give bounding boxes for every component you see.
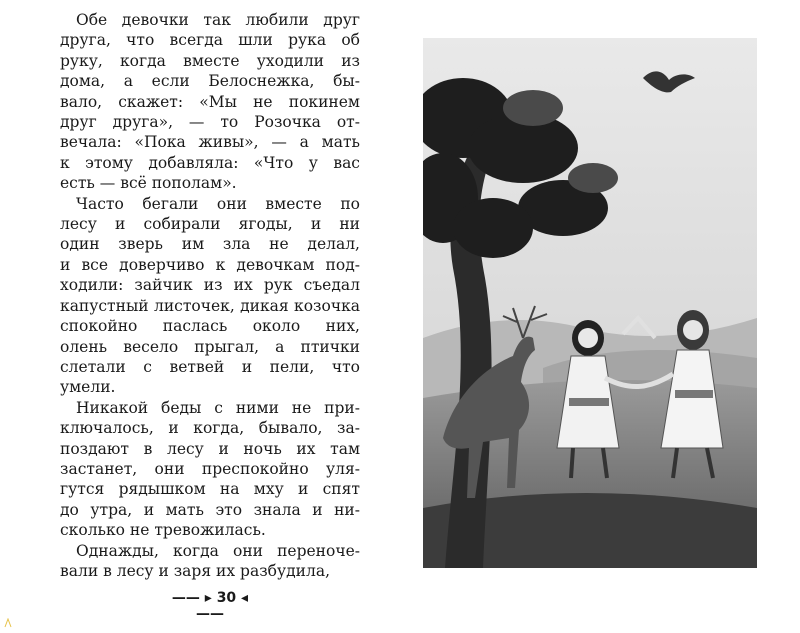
text-line: друг друга», — то Розочка от- (60, 113, 360, 132)
text-line: олень весело прыгал, а птички (60, 337, 360, 356)
text-line: вечала: «Пока живы», — а мать (60, 133, 360, 152)
page-number: —— ▸ 30 ◂ —— (171, 590, 249, 622)
text-line: поздают в лесу и ночь их там (60, 439, 360, 458)
text-line: Однажды, когда они переноче- (76, 541, 360, 560)
text-line: ключалось, и когда, бывало, за- (60, 419, 360, 438)
text-line: умели. (60, 378, 116, 397)
text-line: есть — всё пополам». (60, 174, 237, 193)
text-line: застанет, они преспокойно уля- (60, 459, 360, 478)
text-line: Обе девочки так любили друг (76, 11, 360, 29)
illustration-picture-icon (423, 38, 757, 568)
text-line: один зверь им зла не делал, (60, 235, 360, 254)
illustration (423, 38, 757, 568)
paragraph (60, 541, 360, 582)
paragraph (60, 398, 360, 541)
text-line: сколько не тревожилась. (60, 521, 266, 540)
text-line: капустный листочек, дикая козочка (60, 296, 360, 315)
text-line: спокойно паслась около них, (60, 317, 360, 336)
paragraph (60, 194, 360, 398)
text-line: и все доверчиво к девочкам под- (60, 255, 360, 274)
paragraph (60, 10, 360, 194)
text-line: Часто бегали они вместе по (76, 194, 360, 213)
text-line: до утра, и мать это знала и ни- (60, 500, 360, 519)
text-line: друга, что всегда шли рука об (60, 31, 360, 50)
corner-mark-icon (4, 618, 12, 628)
text-line: руку, когда вместе уходили из (60, 51, 360, 70)
text-line: Никакой беды с ними не при- (76, 398, 360, 417)
text-line: к этому добавляла: «Что у вас (60, 153, 360, 172)
text-line: слетали с ветвей и пели, что (60, 357, 360, 376)
text-line: ходили: зайчик из их рук съедал (60, 276, 360, 295)
body-text (60, 10, 360, 581)
text-line: дома, а если Белоснежка, бы- (60, 72, 360, 91)
text-line: гутся рядышком на мху и спят (60, 480, 360, 499)
text-line: вали в лесу и заря их разбудила, (60, 561, 331, 580)
text-line: вало, скажет: «Мы не покинем (60, 92, 360, 111)
text-line: лесу и собирали ягоды, и ни (60, 215, 360, 234)
